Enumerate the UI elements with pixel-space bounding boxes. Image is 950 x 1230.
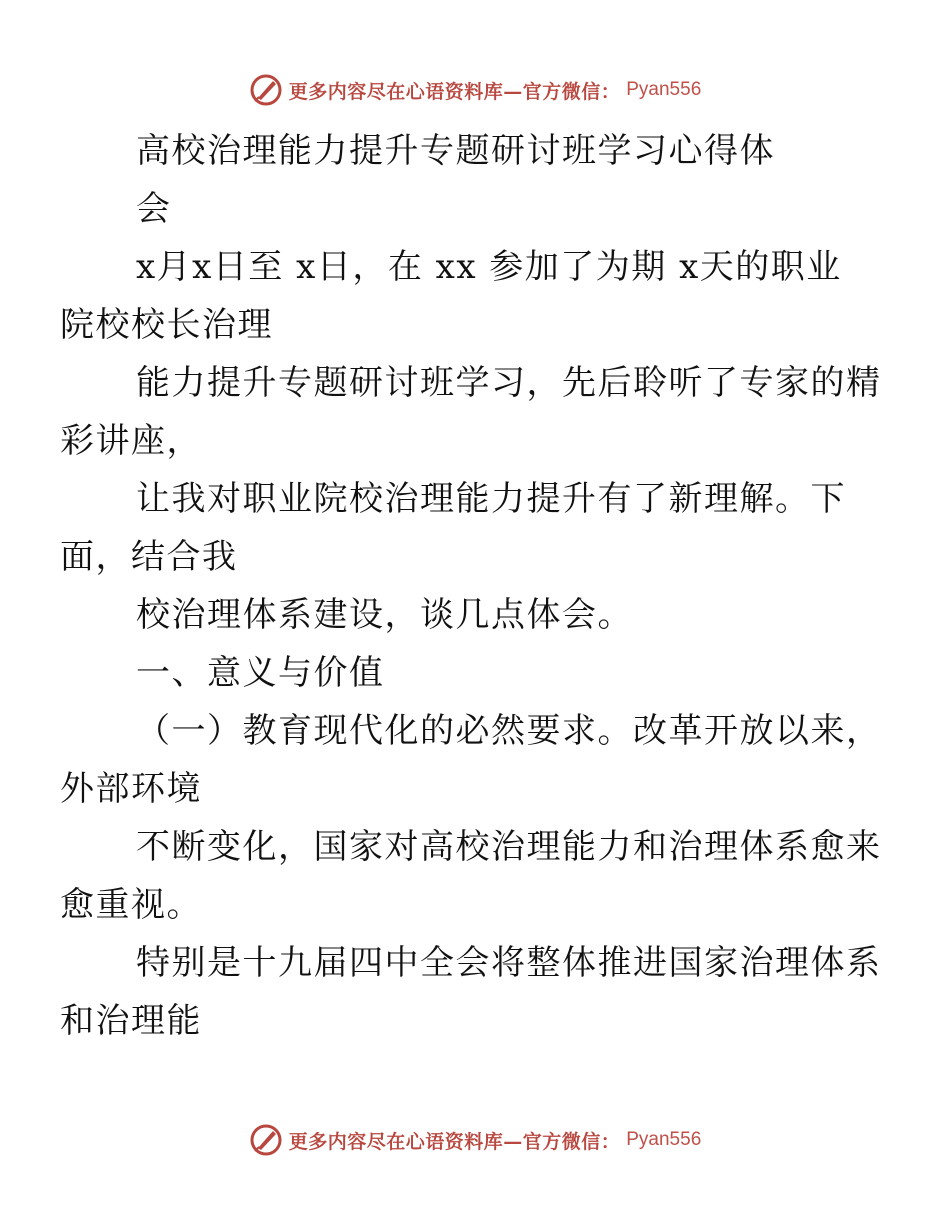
document-title bbox=[98, 122, 858, 238]
wechat-id: Pyan556 bbox=[626, 79, 702, 100]
paragraph-5 bbox=[60, 702, 882, 818]
paragraph-2-line-1: 能力提升专题研讨班学习，先后聆听了专家的精 bbox=[136, 363, 882, 403]
footer-banner bbox=[0, 1120, 950, 1160]
paragraph-3-line-2: 面，结合我 bbox=[60, 537, 238, 577]
paragraph-7 bbox=[60, 934, 882, 1050]
paragraph-6-line-1: 不断变化，国家对高校治理能力和治理体系愈来 bbox=[136, 827, 882, 867]
red-quill-logo-icon bbox=[249, 73, 283, 107]
banner-text: 更多内容尽在心语资料库—官方微信： bbox=[288, 80, 621, 103]
footer-wechat-id: Pyan556 bbox=[626, 1129, 702, 1150]
paragraph-4 bbox=[98, 586, 858, 644]
paragraph-6-line-2: 愈重视。 bbox=[60, 885, 202, 925]
header-banner bbox=[0, 70, 950, 110]
paragraph-1 bbox=[60, 238, 858, 354]
paragraph-7-line-2: 和治理能 bbox=[60, 1001, 202, 1041]
paragraph-6 bbox=[60, 818, 882, 934]
red-quill-logo-icon bbox=[249, 1123, 283, 1157]
paragraph-2-line-2: 彩讲座， bbox=[60, 421, 202, 461]
paragraph-5-line-1: （一）教育现代化的必然要求。改革开放以来， bbox=[136, 711, 882, 751]
footer-banner-text: 更多内容尽在心语资料库—官方微信： bbox=[288, 1130, 621, 1153]
title-line-1: 高校治理能力提升专题研讨班学习心得体 bbox=[136, 131, 775, 171]
section-heading-line: 一、意义与价值 bbox=[136, 653, 385, 693]
section-heading bbox=[98, 644, 858, 702]
paragraph-1-line-1: x月x日至 x日，在 xx 参加了为期 x天的职业 bbox=[136, 247, 842, 287]
paragraph-5-line-2: 外部环境 bbox=[60, 769, 202, 809]
title-line-2: 会 bbox=[136, 189, 172, 229]
paragraph-1-line-2: 院校校长治理 bbox=[60, 305, 273, 345]
paragraph-3-line-1: 让我对职业院校治理能力提升有了新理解。下 bbox=[136, 479, 846, 519]
paragraph-7-line-1: 特别是十九届四中全会将整体推进国家治理体系 bbox=[136, 943, 882, 983]
paragraph-2 bbox=[60, 354, 882, 470]
document-body bbox=[60, 122, 882, 1050]
paragraph-4-line-1: 校治理体系建设，谈几点体会。 bbox=[136, 595, 633, 635]
paragraph-3 bbox=[60, 470, 858, 586]
